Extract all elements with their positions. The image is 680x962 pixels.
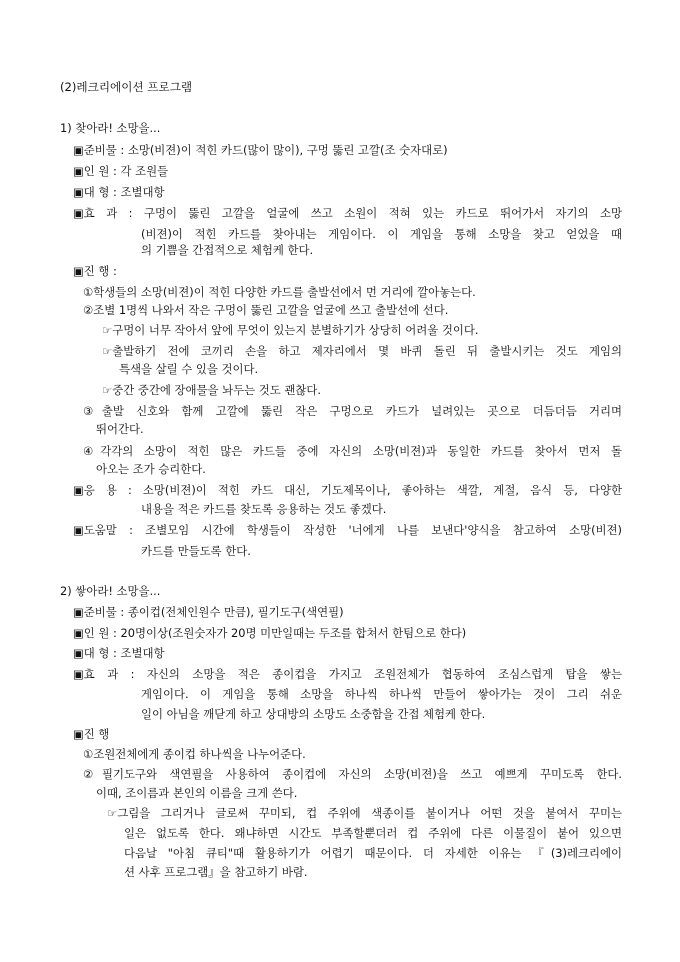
- game-1-progress-label: ▣진 행 :: [73, 264, 117, 278]
- game-1-note-2-line-1: ☞출발하기 전에 코끼리 손을 하고 제자리에서 몇 바퀴 돌린 뒤 출발시키는 것도 게임의: [102, 344, 622, 358]
- game-1-help-line-1: ▣도움말 : 조별모임 시간에 학생들이 작성한 '너에게 나를 보낸다'양식을 참고하여 소망(비젼): [73, 523, 622, 537]
- game-1-members: ▣인 원 : 각 조원들: [73, 164, 169, 178]
- game-1-title: 1) 찾아라! 소망을...: [60, 121, 161, 135]
- game-1-step-1: ①학생들의 소망(비젼)이 적힌 다양한 카드를 출발선에서 먼 거리에 깔아놓는다.: [83, 285, 476, 299]
- game-2-effect-line-1: ▣효 과 : 자신의 소망을 적은 종이컵을 가지고 조원전체가 협동하여 조심스럽게 탑을 쌓는: [73, 667, 622, 681]
- game-1-note-1: ☞구멍이 너무 작아서 앞에 무엇이 있는지 분별하기가 상당히 어려울 것이다.: [102, 323, 479, 337]
- game-1-effect-line-2: (비젼)이 적힌 카드를 찾아내는 게임이다. 이 게임을 통해 소망을 찾고 얻었을 때: [141, 227, 622, 241]
- game-2-step-2-line-2: 이때, 조이름과 본인의 이름을 크게 쓴다.: [96, 786, 298, 800]
- game-1-note-2-line-2: 특색을 살릴 수 있을 것이다.: [119, 362, 259, 376]
- game-1-note-3: ☞중간 중간에 장애물을 놔두는 것도 괜찮다.: [102, 383, 321, 397]
- game-2-step-1: ①조원전체에게 종이컵 하나씩을 나누어준다.: [83, 747, 306, 761]
- game-2-formation: ▣대 형 : 조별대항: [73, 646, 165, 660]
- game-2-progress-label: ▣진 행: [73, 727, 110, 741]
- game-1-step-3-line-2: 뛰어간다.: [96, 422, 144, 436]
- game-1-step-4-line-2: 아오는 조가 승리한다.: [96, 462, 206, 476]
- game-1-step-2: ②조별 1명씩 나와서 작은 구멍이 뚫린 고깔을 얼굴에 쓰고 출발선에 선다.: [83, 303, 449, 317]
- game-2-note-line-3: 다음날 "아침 큐티"때 활용하기가 어렵기 때문이다. 더 자세한 이유는 『(3)레크리에이: [124, 846, 622, 860]
- game-1-step-4-line-1: ④각각의 소망이 적힌 많은 카드들 중에 자신의 소망(비젼)과 동일한 카드를 찾아서 먼저 돌: [83, 444, 622, 458]
- game-2-note-line-2: 일은 없도록 한다. 왜냐하면 시간도 부족할뿐더러 컵 주위에 다른 이물질이 붙어 있으면: [124, 826, 622, 840]
- game-2-materials: ▣준비물 : 종이컵(전체인원수 만큼), 필기도구(색연필): [73, 605, 344, 619]
- game-2-effect-line-2: 게임이다. 이 게임을 통해 소망을 하나씩 하나씩 만들어 쌓아가는 것이 그리 쉬운: [141, 687, 622, 701]
- game-1-materials: ▣준비물 : 소망(비젼)이 적힌 카드(많이 많이), 구멍 뚫린 고깔(조 숫자대로): [73, 143, 448, 157]
- game-1-effect-line-3: 의 기쁨을 간접적으로 체험케 한다.: [141, 243, 314, 257]
- game-2-step-2-line-1: ②필기도구와 색연필을 사용하여 종이컵에 자신의 소망(비젼)을 쓰고 예쁘게 꾸미도록 한다.: [83, 767, 622, 781]
- game-2-note-line-1: ☞그림을 그리거나 글로써 꾸미되, 컵 주위에 색종이를 붙이거나 어떤 것을 붙여서 꾸미는: [107, 806, 622, 820]
- game-2-note-line-4: 션 사후 프로그램』을 참고하기 바람.: [124, 865, 308, 879]
- game-1-help-line-2: 카드를 만들도록 한다.: [141, 544, 251, 558]
- game-1-step-3-line-1: ③출발 신호와 함께 고깔에 뚫린 작은 구멍으로 카드가 널려있는 곳으로 더듬더듬 거리며: [83, 404, 622, 418]
- section-heading: (2)레크리에이션 프로그램: [60, 80, 193, 94]
- game-1-effect-line-1: ▣효 과 : 구멍이 뚫린 고깔을 얼굴에 쓰고 소원이 적혀 있는 카드로 뛰어가서 자기의 소망: [73, 206, 622, 220]
- game-1-formation: ▣대 형 : 조별대항: [73, 185, 165, 199]
- game-1-apply-line-1: ▣응 용 : 소망(비젼)이 적힌 카드 대신, 기도제목이나, 좋아하는 색깔, 계절, 음식 등, 다양한: [73, 483, 622, 497]
- game-2-members: ▣인 원 : 20명이상(조원숫자가 20명 미만일때는 두조를 합쳐서 한팀으로 한다): [73, 626, 467, 640]
- game-1-apply-line-2: 내용을 적은 카드를 찾도록 응용하는 것도 좋겠다.: [141, 502, 387, 516]
- game-2-title: 2) 쌓아라! 소망을...: [60, 584, 161, 598]
- game-2-effect-line-3: 일이 아님을 깨닫게 하고 상대방의 소망도 소중함을 간접 체험케 한다.: [141, 707, 486, 721]
